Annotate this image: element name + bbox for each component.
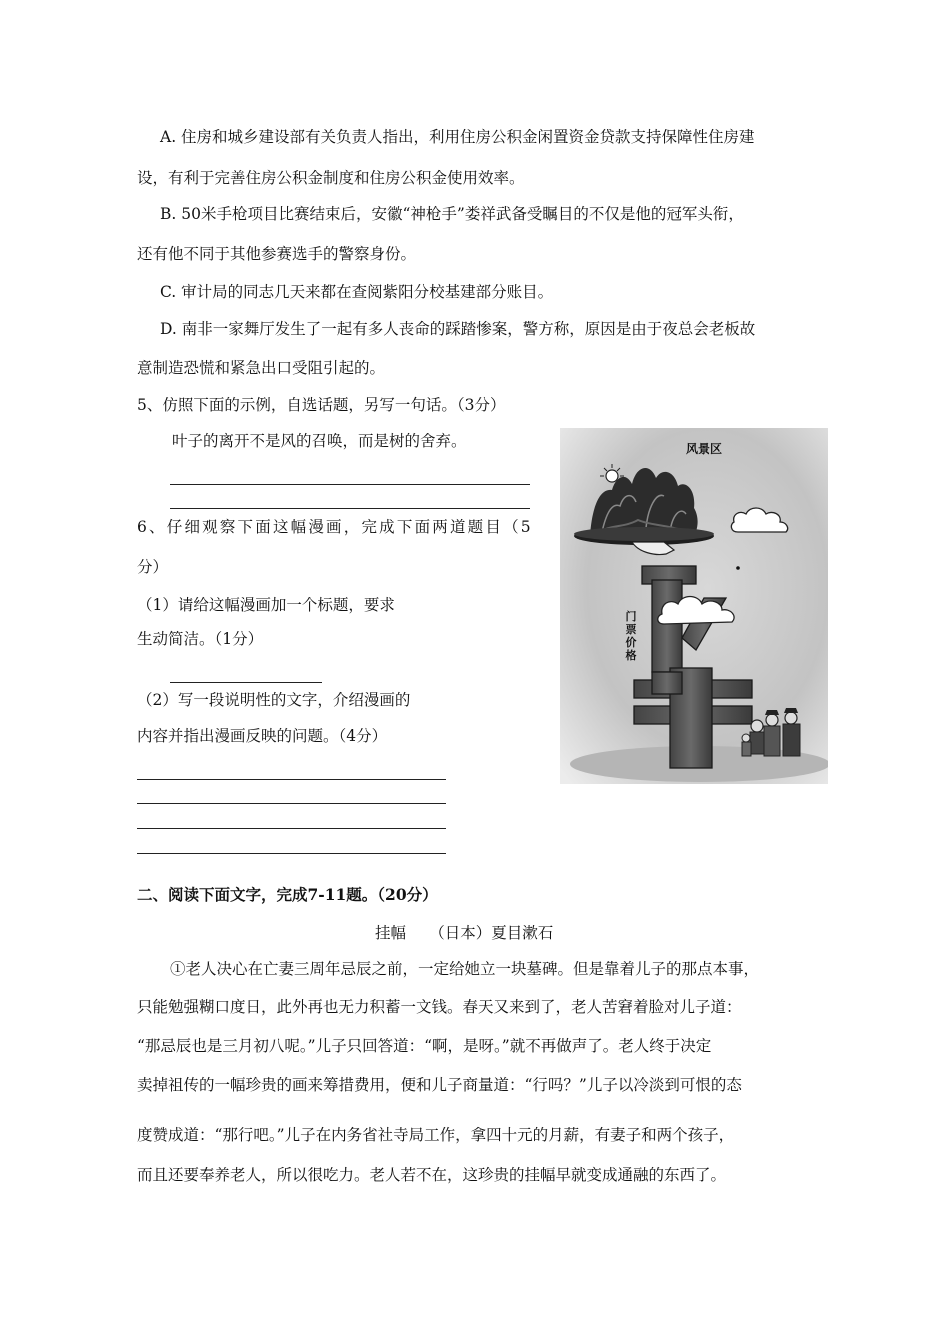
q4-option-a-line1: A. 住房和城乡建设部有关负责人指出，利用住房公积金闲置资金贷款支持保障性住房建: [160, 128, 755, 146]
q4-option-d-line2: 意制造恐慌和紧急出口受阻引起的。: [137, 359, 386, 377]
q4-option-d-line1: D. 南非一家舞厅发生了一起有多人丧命的踩踏惨案，警方称，原因是由于夜总会老板故: [160, 320, 756, 338]
q6-part2-answer-line-2[interactable]: [137, 803, 446, 804]
q4-option-c-line1: C. 审计局的同志几天来都在查阅紫阳分校基建部分账目。: [160, 283, 554, 301]
q5-answer-line-1[interactable]: [170, 484, 530, 485]
story-title: 挂幅 （日本）夏目漱石: [375, 924, 554, 942]
q6-part2-answer-line-1[interactable]: [137, 779, 446, 780]
story-paragraph-line: 卖掉祖传的一幅珍贵的画来筹措费用，便和儿子商量道：“行吗？”儿子以冷淡到可恨的态: [137, 1076, 742, 1094]
section2-heading: 二、阅读下面文字，完成7-11题。（20分）: [137, 885, 438, 904]
q5-title: 5、仿照下面的示例，自选话题，另写一句话。（3分）: [137, 396, 506, 414]
q5-example: 叶子的离开不是风的召唤，而是树的舍弃。: [172, 432, 467, 450]
q6-part2-line2: 内容并指出漫画反映的问题。（4分）: [137, 727, 388, 745]
cartoon-label-scenic-area: 风景区: [686, 442, 723, 456]
cartoon-label-char-4: 格: [625, 649, 637, 662]
q4-option-b-line2: 还有他不同于其他参赛选手的警察身份。: [137, 245, 417, 263]
q4-option-b-line1: B. 50米手枪项目比赛结束后，安徽“神枪手”娄祥武备受瞩目的不仅是他的冠军头衔，: [160, 205, 744, 223]
ticket-price-cartoon: [560, 428, 828, 784]
q6-part2-answer-line-4[interactable]: [137, 853, 446, 854]
q4-option-a-line2: 设，有利于完善住房公积金制度和住房公积金使用效率。: [137, 169, 525, 187]
cartoon-label-char-1: 门: [625, 610, 637, 623]
cartoon-label-char-2: 票: [625, 623, 637, 636]
q6-part2-answer-line-3[interactable]: [137, 828, 446, 829]
story-paragraph-line: “那忌辰也是三月初八呢。”儿子只回答道：“啊，是呀。”就不再做声了。老人终于决定: [137, 1037, 712, 1055]
q6-title-line1: 6、仔细观察下面这幅漫画，完成下面两道题目（5: [137, 518, 533, 536]
cartoon-label-char-3: 价: [625, 636, 637, 649]
story-paragraph-line: 而且还要奉养老人，所以很吃力。老人若不在，这珍贵的挂幅早就变成通融的东西了。: [137, 1166, 727, 1184]
story-paragraph-line: 只能勉强糊口度日，此外再也无力积蓄一文钱。春天又来到了，老人苦窘着脸对儿子道：: [137, 998, 742, 1016]
q6-title-line2: 分）: [137, 558, 169, 576]
q6-part1-answer-line[interactable]: [170, 682, 322, 683]
q6-part2-line1: （2）写一段说明性的文字，介绍漫画的: [137, 691, 411, 709]
q6-part1-line1: （1）请给这幅漫画加一个标题，要求: [137, 596, 395, 614]
cartoon-label-ticket-price: [624, 610, 638, 662]
story-paragraph-line: ①老人决心在亡妻三周年忌辰之前，一定给她立一块墓碑。但是靠着儿子的那点本事，: [170, 960, 760, 978]
story-paragraph-line: 度赞成道：“那行吧。”儿子在内务省社寺局工作，拿四十元的月薪，有妻子和两个孩子，: [137, 1126, 735, 1144]
q6-part1-line2: 生动简洁。（1分）: [137, 630, 264, 648]
q5-answer-line-2[interactable]: [170, 508, 530, 509]
